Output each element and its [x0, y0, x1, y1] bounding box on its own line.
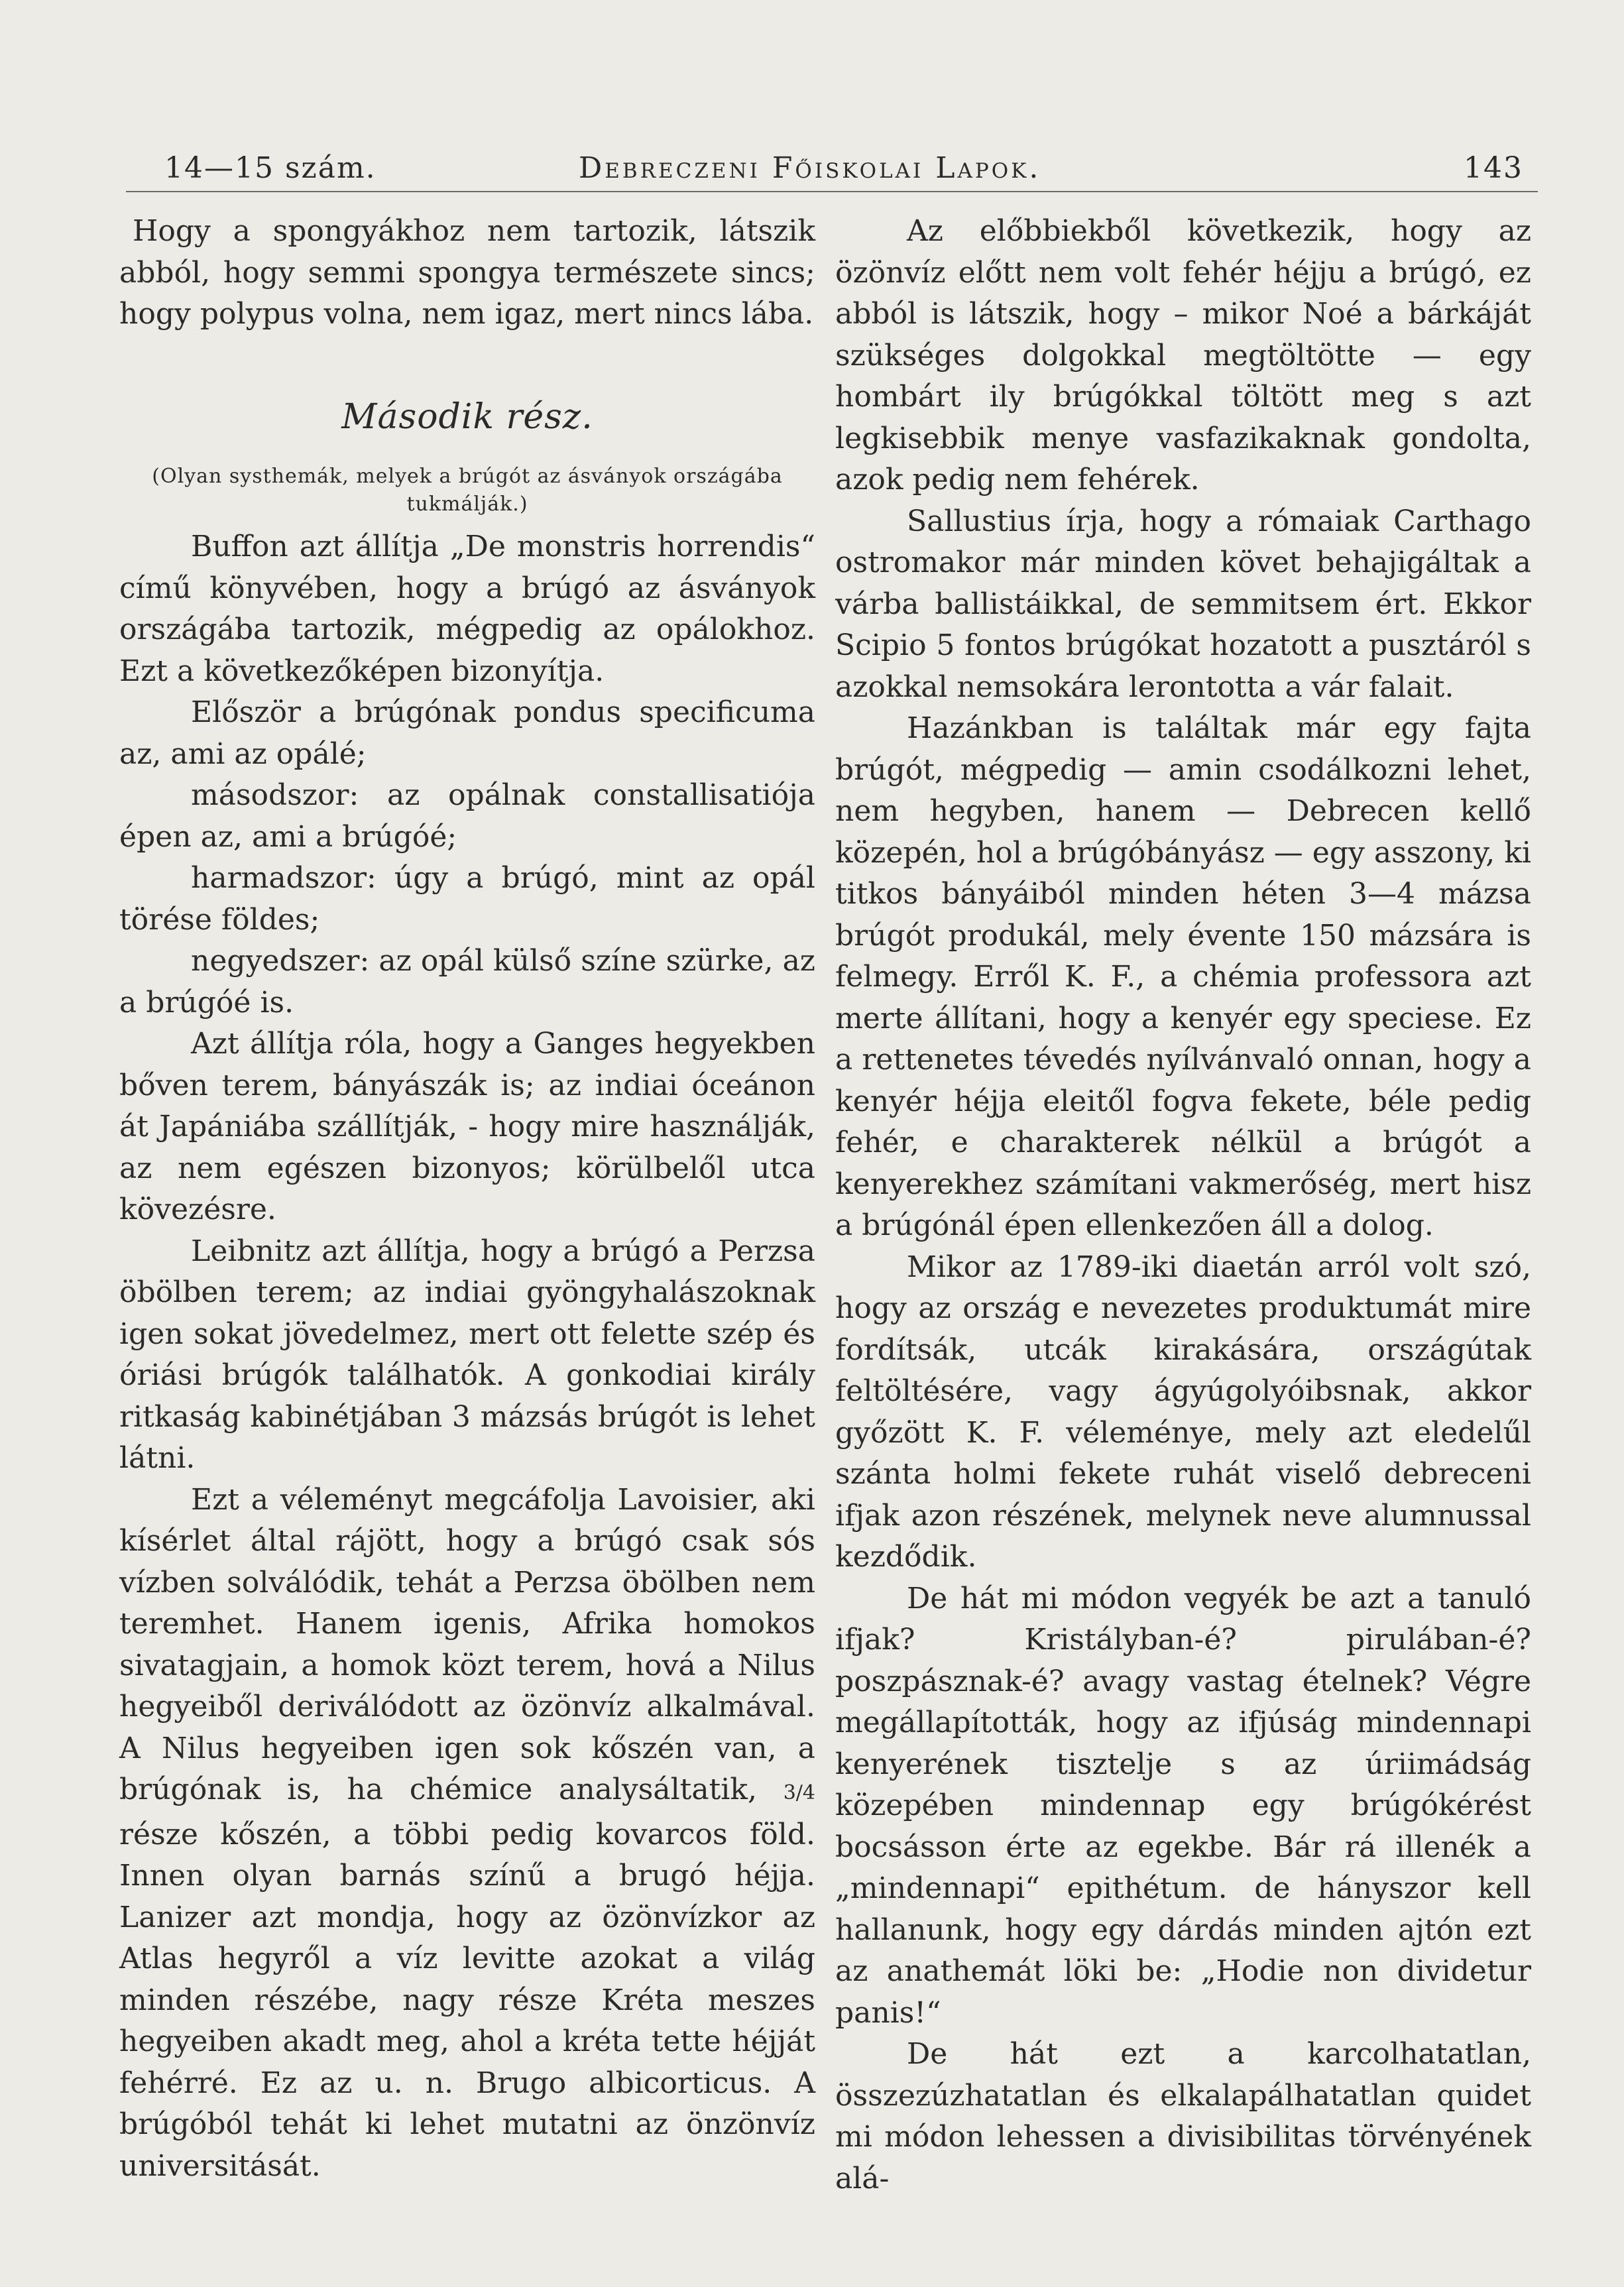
paragraph: De hát mi módon vegyék be azt a tanuló ifjak? Kristályban-é? pirulában-é? poszpásznak-é? avagy vastag ételnek? Végre megállapították, hogy az ifjúság mindennapi kenyerének tisztelje s az úriimádság közepében mindennap egy brúgókérést bocsásson érte az egekbe. Bár rá illenék a „mindennapi“ epithétum. de hányszor kell hallanunk, hogy egy dárdás minden ajtón ezt az anathemát löki be: „Hodie non dividetur panis!“: [835, 1581, 1531, 2030]
paragraph: másodszor: az opálnak constallisatiója épen az, ami a brúgóé;: [119, 778, 815, 854]
paragraph: Buffon azt állítja „De monstris horrendis“ című könyvében, hogy a brúgó az ásványok országába tartozik, mégpedig az opálokhoz. Ezt a következőképen bizonyítja.: [119, 530, 815, 688]
left-column: [119, 211, 815, 2187]
paragraph: Először a brúgónak pondus specificuma az, ami az opálé;: [119, 695, 815, 771]
paragraph: [119, 1480, 815, 2188]
paragraph: Leibnitz azt állítja, hogy a brúgó a Perzsa öbölben terem; az indiai gyöngyhalászoknak igen sokat jövedelmez, mert ott felette szép és óriási brúgók találhatók. A gonkodiai király ritkaság kabinétjában 3 mázsás brúgót is lehet látni.: [119, 1234, 815, 1475]
journal-title: Debreczeni Főiskolai Lapok.: [579, 151, 1041, 185]
paragraph: Hazánkban is találtak már egy fajta brúgót, mégpedig — amin csodálkozni lehet, nem hegyben, hanem — Debrecen kellő közepén, hol a brúgóbányász — egy asszony, ki titkos bányáiból minden héten 3—4 mázsa brúgót produkál, mely évente 150 mázsára is felmegy. Erről K. F., a chémia professora azt merte állítani, hogy a kenyér egy speciese. Ez a rettenetes tévedés nyílvánvaló onnan, hogy a kenyér héjja eleitől fogva fekete, béle pedig fehér, e charakterek nélkül a brúgót a kenyerekhez számítani vakmerőség, mert hisz a brúgónál épen ellenkezően áll a dolog.: [835, 711, 1531, 1242]
paragraph: Sallustius írja, hogy a rómaiak Carthago ostromakor már minden követ behajigáltak a várba ballistáikkal, de semmitsem ért. Ekkor Scipio 5 fontos brúgókat hozatott a pusztáról s azokkal nemsokára lerontotta a vár falait.: [835, 504, 1531, 704]
section-note: (Olyan systhemák, melyek a brúgót az ásványok országába tukmálják.): [152, 465, 783, 516]
paragraph: Hogy a spongyákhoz nem tartozik, látszik abból, hogy semmi spongya természete sincs; hogy polypus volna, nem igaz, mert nincs lába.: [119, 214, 815, 331]
paragraph: De hát ezt a karcolhatatlan, összezúzhatatlan és elkalapálhatatlan quidet mi módon lehessen a divisibilitas törvényének alá-: [835, 2037, 1531, 2196]
paragraph: Az előbbiekből következik, hogy az özönvíz előtt nem volt fehér héjju a brúgó, ez abból is látszik, hogy – mikor Noé a bárkáját szükséges dolgokkal megtöltötte — egy hombárt ily brúgókkal töltött meg s azt legkisebbik menye vasfazikaknak gondolta, azok pedig nem fehérek.: [835, 214, 1531, 497]
paragraph: negyedszer: az opál külső színe szürke, az a brúgóé is.: [119, 944, 815, 1020]
running-header: [164, 141, 1523, 187]
fraction: 3/4: [783, 1781, 815, 1804]
paragraph-text: része kőszén, a többi pedig kovarcos föld. Innen olyan barnás színű a brugó héjja. Lanizer azt mondja, hogy az özönvízkor az Atlas hegyről a víz levitte azokat a világ minden részébe, nagy része Kréta meszes hegyeiben akadt meg, ahol a kréta tette héjját fehérré. Ez az u. n. Brugo albicorticus. A brúgóból tehát ki lehet mutatni az önzönvíz universitását.: [119, 1817, 815, 2183]
page-number: 143: [1464, 151, 1523, 185]
paragraph: Azt állítja róla, hogy a Ganges hegyekben bőven terem, bányászák is; az indiai óceánon át Japániába szállítják, - hogy mire használják, az nem egészen bizonyos; körülbelől utca kövezésre.: [119, 1027, 815, 1226]
paragraph: Mikor az 1789-iki diaetán arról volt szó, hogy az ország e nevezetes produktumát mire fordítsák, utcák kirakására, országútak feltöltésére, vagy ágyúgolyóibsnak, akkor győzött K. F. véleménye, mely azt eledelűl szánta holmi fekete ruhát viselő debreceni ifjak azon részének, melynek neve alumnussal kezdődik.: [835, 1250, 1531, 1574]
paragraph: harmadszor: úgy a brúgó, mint az opál törése földes;: [119, 861, 815, 937]
header-rule: [126, 191, 1538, 192]
section-title: Második rész.: [341, 396, 593, 437]
right-column: [835, 211, 1531, 2199]
issue-number: 14—15 szám.: [164, 151, 377, 185]
paragraph-text: Ezt a véleményt megcáfolja Lavoisier, aki kísérlet által rájött, hogy a brúgó csak sós vízben solválódik, tehát a Perzsa öbölben nem teremhet. Hanem igenis, Afrika homokos sivatagjain, a homok közt terem, hová a Nilus hegyeiből deriválódott az özönvíz alkalmával. A Nilus hegyeiben igen sok kőszén van, a brúgónak is, ha chémice analysáltatik,: [119, 1482, 815, 1806]
